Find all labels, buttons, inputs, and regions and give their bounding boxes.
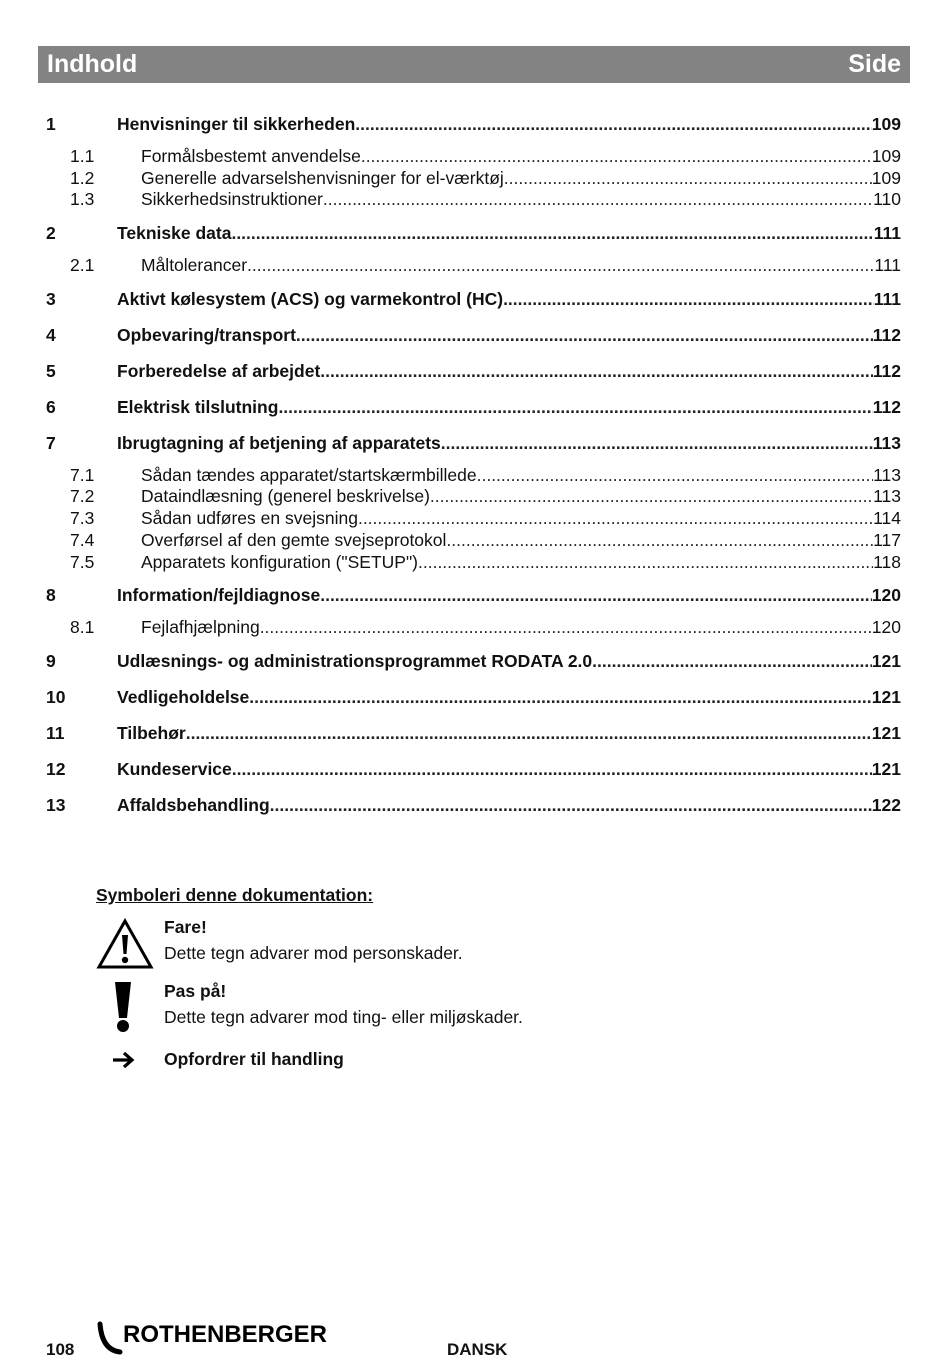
toc-page-number: 109 [871,114,901,134]
toc-page-number: 121 [871,722,901,743]
toc-leader-dots [249,683,872,711]
toc-entry-7-5 [46,552,901,574]
toc-leader-dots [231,219,873,247]
toc-entry-13 [46,791,901,819]
toc-number: 7.4 [70,529,95,550]
toc-entry-8-1 [46,617,901,639]
toc-number: 12 [46,758,66,779]
toc-number: 7.1 [70,464,95,485]
toc-title: Generelle advarselshenvisninger for el-værktøj [141,167,504,188]
toc-leader-dots [592,647,872,675]
toc-leader-dots [358,508,873,530]
header-side-label: Side [848,50,901,78]
symbol-caution-title: Pas på! [164,981,227,1001]
toc-page-number: 111 [874,255,901,276]
toc-title: Fejlafhjælpning [141,617,260,638]
toc-subsection-group [46,146,901,211]
toc-page-number: 112 [872,360,901,381]
toc-title: Dataindlæsning (generel beskrivelse) [141,486,430,507]
language-label: DANSK [447,1340,508,1359]
toc-title: Opbevaring/transport [117,324,296,345]
toc-leader-dots [441,429,873,457]
toc-page-number: 109 [871,167,901,188]
toc-entry-7-1 [46,465,901,487]
symbol-legend-heading: Symboleri denne dokumentation: [96,885,374,905]
toc-number: 1.3 [70,189,95,210]
toc-leader-dots [430,486,873,508]
toc-number: 2.1 [70,255,95,276]
toc-number: 10 [46,686,66,707]
toc-leader-dots [296,321,873,349]
toc-leader-dots [247,255,874,277]
toc-leader-dots [477,465,873,487]
toc-entry-7 [46,429,901,457]
toc-entry-2 [46,219,901,247]
toc-leader-dots [320,581,872,609]
table-of-contents [46,110,901,819]
toc-title: Overførsel af den gemte svejseprotokol [141,529,447,550]
toc-number: 2 [46,223,56,244]
symbol-action [96,1046,696,1072]
toc-title: Måltolerancer [141,255,248,276]
toc-title: Forberedelse af arbejdet [117,360,321,381]
toc-page-number: 117 [873,529,901,550]
toc-page-number: 121 [871,686,901,707]
toc-leader-dots [232,755,872,783]
toc-page-number: 110 [873,189,901,210]
toc-page-number: 113 [872,432,901,453]
toc-page-number: 112 [872,396,901,417]
toc-entry-7-4 [46,530,901,552]
toc-subsection-group [46,255,901,277]
toc-title: Aktivt kølesystem (ACS) og varmekontrol (HC) [117,288,504,309]
toc-leader-dots [361,146,872,168]
toc-leader-dots [355,110,872,138]
page-header [38,46,910,83]
symbol-danger-desc: Dette tegn advarer mod personskader. [164,943,463,963]
toc-page-number: 112 [872,324,901,345]
toc-number: 3 [46,288,56,309]
toc-page-number: 118 [873,551,901,572]
toc-leader-dots [278,393,872,421]
toc-page-number: 113 [873,464,901,485]
toc-title: Sådan tændes apparatet/startskærmbillede [141,464,477,485]
toc-entry-2-1 [46,255,901,277]
toc-entry-3 [46,285,901,313]
toc-page-number: 109 [871,146,901,166]
toc-page-number: 122 [871,794,901,815]
toc-entry-10 [46,683,901,711]
toc-entry-7-3 [46,508,901,530]
toc-entry-8 [46,581,901,609]
toc-number: 1.2 [70,167,95,188]
toc-entry-12 [46,755,901,783]
toc-page-number: 114 [873,508,901,529]
symbol-action-title: Opfordrer til handling [164,1049,344,1069]
rothenberger-logo [96,1320,346,1365]
toc-entry-1 [46,110,901,138]
toc-number: 11 [46,722,65,743]
toc-page-number: 120 [871,617,901,638]
toc-number: 7.5 [70,551,95,572]
toc-entry-11 [46,719,901,747]
symbol-legend [96,882,696,1072]
toc-title: Tilbehør [117,722,186,743]
page-number: 108 [46,1340,75,1359]
toc-number: 7 [46,432,56,453]
toc-page-number: 113 [873,486,901,507]
toc-leader-dots [503,285,874,313]
symbol-danger [96,914,696,972]
toc-title: Ibrugtagning af betjening af apparatets [117,432,441,453]
toc-leader-dots [418,552,873,574]
svg-text:ROTHENBERGER: ROTHENBERGER [123,1321,328,1348]
toc-title: Formålsbestemt anvendelse [141,146,361,166]
toc-entry-9 [46,647,901,675]
toc-title: Kundeservice [117,758,232,779]
toc-page-number: 121 [871,650,901,671]
toc-entry-1-1 [46,146,901,168]
toc-page-number: 111 [873,288,901,309]
toc-leader-dots [504,168,872,190]
arrow-right-icon [112,1051,136,1074]
toc-title: Tekniske data [117,223,232,244]
toc-entry-1-2 [46,168,901,190]
toc-title: Apparatets konfiguration ("SETUP") [141,551,418,572]
symbol-danger-title: Fare! [164,917,207,937]
toc-title: Elektrisk tilslutning [117,396,279,417]
symbol-caution [96,978,696,1036]
header-title: Indhold [47,50,138,78]
toc-number: 4 [46,324,56,345]
toc-number: 9 [46,650,56,671]
toc-title: Affaldsbehandling [117,794,270,815]
toc-leader-dots [320,357,872,385]
toc-subsection-group [46,617,901,639]
toc-number: 5 [46,360,56,381]
toc-number: 13 [46,794,66,815]
toc-title: Vedligeholdelse [117,686,250,707]
toc-number: 6 [46,396,56,417]
toc-entry-4 [46,321,901,349]
toc-title: Henvisninger til sikkerheden [117,114,356,134]
warning-triangle-icon [96,918,154,975]
toc-title: Sikkerhedsinstruktioner [141,189,323,210]
toc-leader-dots [186,719,872,747]
toc-title: Udlæsnings- og administrationsprogrammet RODATA 2.0 [117,650,593,671]
toc-number: 7.3 [70,508,95,529]
toc-entry-6 [46,393,901,421]
toc-number: 1 [46,114,56,134]
toc-page-number: 121 [871,758,901,779]
toc-number: 7.2 [70,486,95,507]
toc-title: Sådan udføres en svejsning [141,508,358,529]
toc-number: 8.1 [70,617,95,638]
toc-number: 8 [46,585,56,606]
toc-title: Information/fejldiagnose [117,585,321,606]
toc-entry-5 [46,357,901,385]
toc-leader-dots [260,617,872,639]
toc-number: 1.1 [70,146,95,166]
toc-leader-dots [323,189,873,211]
toc-leader-dots [270,791,872,819]
exclamation-icon [112,980,134,1039]
toc-entry-1-3 [46,189,901,211]
toc-subsection-group [46,465,901,573]
toc-entry-7-2 [46,486,901,508]
toc-page-number: 120 [871,585,901,606]
symbol-caution-desc: Dette tegn advarer mod ting- eller miljøskader. [164,1007,523,1027]
toc-leader-dots [446,530,873,552]
toc-page-number: 111 [873,223,901,244]
